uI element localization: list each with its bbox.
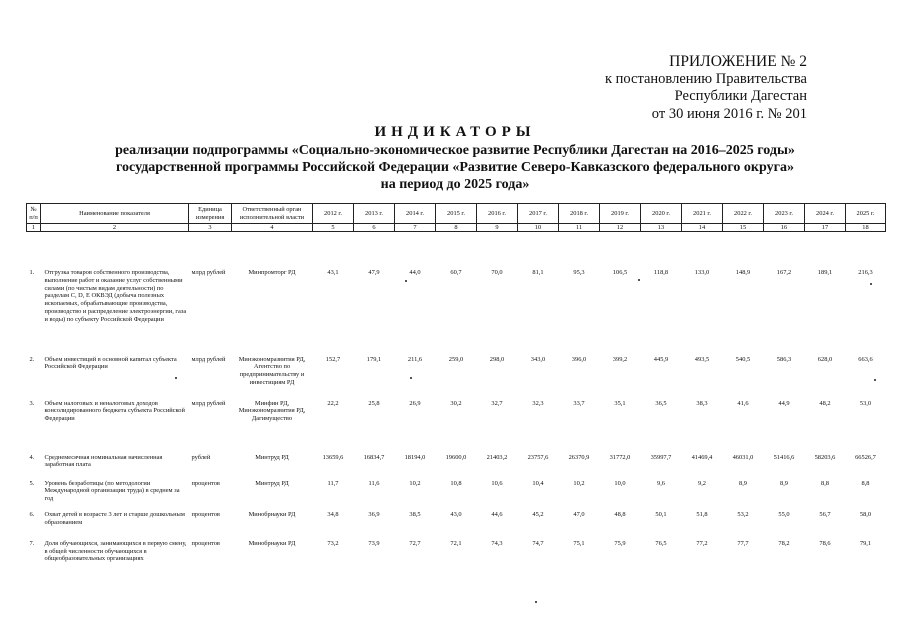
responsible-org: Минобрнауки РД <box>248 510 296 518</box>
appendix-title: ПРИЛОЖЕНИЕ № 2 <box>669 53 807 70</box>
table-row <box>27 442 886 470</box>
responsible-org: Минобрнауки РД <box>248 539 296 547</box>
year-value: 45,2 <box>532 510 544 518</box>
year-value: 586,3 <box>776 355 792 363</box>
scan-speck <box>175 377 177 379</box>
year-value: 8,9 <box>780 479 788 487</box>
year-value: 167,2 <box>776 269 792 276</box>
column-number: 11 <box>559 224 600 232</box>
header-year: 2022 г. <box>723 204 764 224</box>
year-value: 396,0 <box>571 355 587 363</box>
table-row <box>27 532 886 572</box>
header-org: Ответственный орган исполнительной власти <box>232 204 313 224</box>
year-value: 19600,0 <box>445 453 467 461</box>
year-value: 399,2 <box>612 355 628 363</box>
indicator-name: Отгрузка товаров собственного производства, выполнение работ и оказание услуг собственными силами (по чистым видам деятельности) по разделам C, D, E ОКВЭД (добыча полезных ископаемых, обрабатывающие производства, производство и распределение электроэнергии, газа и воды) по субъекту Российской Федерации <box>44 269 187 323</box>
year-value: 36,5 <box>655 399 667 407</box>
year-value: 47,9 <box>368 269 380 276</box>
year-value: 74,3 <box>491 539 503 547</box>
column-number: 16 <box>764 224 805 232</box>
year-value: 10,2 <box>573 479 585 487</box>
title-line-period: на период до 2025 года» <box>380 177 530 192</box>
year-value: 189,1 <box>817 269 833 276</box>
year-value: 445,9 <box>653 355 669 363</box>
table-row <box>27 334 886 390</box>
indicator-name: Объем инвестиций в основной капитал субъекта Российской Федерации <box>44 355 177 371</box>
year-value: 51,8 <box>696 510 708 518</box>
year-value: 33,7 <box>573 399 585 407</box>
year-value: 58,0 <box>859 510 872 518</box>
header-unit: Единица измерения <box>189 204 232 224</box>
year-value: 38,5 <box>409 510 421 518</box>
responsible-org: Минтруд РД <box>255 479 289 487</box>
appendix-line-resolution: к постановлению Правительства <box>605 70 807 87</box>
year-value: 44,6 <box>491 510 503 518</box>
header-year: 2019 г. <box>600 204 641 224</box>
header-year: 2024 г. <box>805 204 846 224</box>
year-value: 23757,6 <box>527 453 549 461</box>
year-value: 76,5 <box>655 539 667 547</box>
year-value: 10,8 <box>450 479 462 487</box>
row-number: 4. <box>29 453 35 461</box>
column-number: 4 <box>232 224 313 232</box>
table-body <box>27 232 886 572</box>
year-value: 13659,6 <box>322 453 344 461</box>
column-number: 9 <box>477 224 518 232</box>
column-number: 13 <box>641 224 682 232</box>
year-value: 77,2 <box>696 539 708 547</box>
header-name: Наименование показателя <box>41 204 189 224</box>
year-value: 16834,7 <box>363 453 385 461</box>
year-value: 81,1 <box>532 269 544 276</box>
year-value: 628,0 <box>817 355 833 363</box>
year-value: 44,0 <box>409 269 421 276</box>
year-value: 41469,4 <box>691 453 713 461</box>
year-value: 78,2 <box>778 539 790 547</box>
year-value: 10,6 <box>491 479 503 487</box>
year-value: 32,7 <box>491 399 503 407</box>
scan-speck <box>535 601 537 603</box>
year-value: 77,7 <box>737 539 749 547</box>
row-number: 2. <box>29 355 35 363</box>
year-value: 343,0 <box>530 355 546 363</box>
column-number: 6 <box>354 224 395 232</box>
year-value: 540,5 <box>735 355 751 363</box>
scan-speck <box>638 279 640 281</box>
year-value: 216,3 <box>858 269 873 276</box>
indicator-name: Уровень безработицы (по методологии Международной организации труда) в среднем за год <box>44 479 180 503</box>
year-value: 298,0 <box>489 355 505 363</box>
year-value: 70,0 <box>491 269 503 276</box>
year-value: 9,6 <box>657 479 665 487</box>
column-number: 10 <box>518 224 559 232</box>
year-value: 26,9 <box>409 399 421 407</box>
year-value: 10,0 <box>614 479 626 487</box>
year-value: 43,1 <box>327 269 339 276</box>
document-title <box>60 124 850 193</box>
year-value: 663,6 <box>858 355 873 363</box>
unit-cell: процентов <box>191 510 220 518</box>
year-value: 25,8 <box>368 399 380 407</box>
year-value: 60,7 <box>450 269 462 276</box>
year-value: 8,8 <box>861 479 870 487</box>
indicator-name: Доля обучающихся, занимающихся в первую смену, в общей численности обучающихся в общеобразовательных организациях <box>44 539 187 563</box>
year-value: 44,9 <box>778 399 790 407</box>
year-value: 22,2 <box>327 399 339 407</box>
unit-cell: процентов <box>191 479 220 487</box>
header-year: 2016 г. <box>477 204 518 224</box>
column-number: 12 <box>600 224 641 232</box>
year-value: 79,1 <box>859 539 872 547</box>
year-value: 152,7 <box>325 355 341 363</box>
year-value: 50,1 <box>655 510 667 518</box>
year-value: 11,6 <box>368 479 380 487</box>
year-value: 31772,0 <box>609 453 631 461</box>
year-value: 9,2 <box>698 479 706 487</box>
year-value: 8,9 <box>739 479 747 487</box>
table-row <box>27 232 886 334</box>
year-value: 106,5 <box>612 269 628 276</box>
year-value: 211,6 <box>407 355 423 363</box>
title-indicators: ИНДИКАТОРЫ <box>374 124 536 140</box>
indicator-name: Объем налоговых и неналоговых доходов консолидированного бюджета субъекта Российской Федерации <box>44 399 185 423</box>
title-line-program: государственной программы Российской Федерации «Развитие Северо-Кавказского федерального округа» <box>116 160 794 175</box>
column-number: 2 <box>41 224 189 232</box>
year-value: 55,0 <box>778 510 790 518</box>
header-year: 2021 г. <box>682 204 723 224</box>
table-row <box>27 503 886 532</box>
year-value: 43,0 <box>450 510 462 518</box>
year-value: 47,0 <box>573 510 585 518</box>
year-value: 72,7 <box>409 539 421 547</box>
header-year: 2014 г. <box>395 204 436 224</box>
table-header-row <box>27 204 886 224</box>
unit-cell: млрд рублей <box>191 399 226 407</box>
year-value: 26370,9 <box>568 453 590 461</box>
row-number: 1. <box>29 269 35 276</box>
scan-speck <box>870 283 872 285</box>
scan-speck <box>405 280 407 282</box>
indicator-name: Среднемесячная номинальная начисленная заработная плата <box>44 453 163 469</box>
indicators-table <box>26 203 886 572</box>
year-value: 179,1 <box>366 355 382 363</box>
year-value: 46031,0 <box>732 453 754 461</box>
appendix-line-republic: Республики Дагестан <box>674 88 807 104</box>
column-number: 3 <box>189 224 232 232</box>
year-value: 48,2 <box>819 399 831 407</box>
header-year: 2015 г. <box>436 204 477 224</box>
year-value: 51416,6 <box>773 453 795 461</box>
header-year: 2023 г. <box>764 204 805 224</box>
column-number: 18 <box>846 224 886 232</box>
year-value: 259,0 <box>448 355 464 363</box>
responsible-org: Минэкономразвития РД, Агентство по предпринимательству и инвестициям РД <box>238 355 306 386</box>
unit-cell: млрд рублей <box>191 269 226 276</box>
column-number: 1 <box>27 224 41 232</box>
row-number: 3. <box>29 399 35 407</box>
year-value: 41,6 <box>737 399 749 407</box>
row-number: 7. <box>29 539 35 547</box>
responsible-org: Минфин РД, Минэкономразвития РД, Дагимущество <box>238 399 306 423</box>
year-value: 8,8 <box>821 479 829 487</box>
header-no: № п/п <box>27 204 41 224</box>
year-value: 35,1 <box>614 399 626 407</box>
header-year: 2020 г. <box>641 204 682 224</box>
header-year: 2025 г. <box>846 204 886 224</box>
year-value: 30,2 <box>450 399 462 407</box>
title-line-subprogram: реализации подпрограммы «Социально-экономическое развитие Республики Дагестан на 2016–2025 годы» <box>115 143 795 158</box>
row-number: 5. <box>29 479 35 487</box>
year-value: 66526,7 <box>855 453 876 461</box>
year-value: 10,4 <box>532 479 544 487</box>
year-value: 78,6 <box>819 539 831 547</box>
column-number: 17 <box>805 224 846 232</box>
unit-cell: млрд рублей <box>191 355 226 363</box>
year-value: 35997,7 <box>650 453 672 461</box>
unit-cell: процентов <box>191 539 220 547</box>
table-row <box>27 390 886 442</box>
responsible-org: Минтруд РД <box>255 453 289 461</box>
year-value: 148,9 <box>735 269 751 276</box>
column-number-row <box>27 224 886 232</box>
header-year: 2013 г. <box>354 204 395 224</box>
year-value: 493,5 <box>694 355 710 363</box>
scan-speck <box>410 377 412 379</box>
year-value: 53,2 <box>737 510 749 518</box>
row-number: 6. <box>29 510 35 518</box>
unit-cell: рублей <box>191 453 211 461</box>
year-value: 74,7 <box>532 539 544 547</box>
year-value: 75,9 <box>614 539 626 547</box>
column-number: 15 <box>723 224 764 232</box>
scan-speck <box>874 379 876 381</box>
year-value: 36,9 <box>368 510 380 518</box>
column-number: 5 <box>313 224 354 232</box>
year-value: 118,8 <box>653 269 669 276</box>
year-value: 18194,0 <box>404 453 426 461</box>
header-year: 2012 г. <box>313 204 354 224</box>
year-value: 34,8 <box>327 510 339 518</box>
year-value: 73,9 <box>368 539 380 547</box>
year-value: 56,7 <box>819 510 831 518</box>
year-value: 32,3 <box>532 399 544 407</box>
table-row <box>27 470 886 503</box>
year-value: 53,0 <box>859 399 872 407</box>
year-value: 95,3 <box>573 269 585 276</box>
indicator-name: Охват детей в возрасте 3 лет и старше дошкольным образованием <box>44 510 185 526</box>
appendix-line-date: от 30 июня 2016 г. № 201 <box>651 105 807 122</box>
year-value: 48,8 <box>614 510 626 518</box>
responsible-org: Минпромторг РД <box>248 269 296 276</box>
header-year: 2017 г. <box>518 204 559 224</box>
header-year: 2018 г. <box>559 204 600 224</box>
year-value: 38,3 <box>696 399 708 407</box>
column-number: 7 <box>395 224 436 232</box>
column-number: 14 <box>682 224 723 232</box>
year-value: 21403,2 <box>486 453 508 461</box>
year-value: 73,2 <box>327 539 339 547</box>
column-number: 8 <box>436 224 477 232</box>
appendix-block <box>605 53 807 123</box>
year-value: 58203,6 <box>814 453 836 461</box>
year-value: 75,1 <box>573 539 585 547</box>
year-value: 10,2 <box>409 479 421 487</box>
year-value: 133,0 <box>694 269 710 276</box>
year-value: 72,1 <box>450 539 462 547</box>
year-value: 11,7 <box>327 479 339 487</box>
